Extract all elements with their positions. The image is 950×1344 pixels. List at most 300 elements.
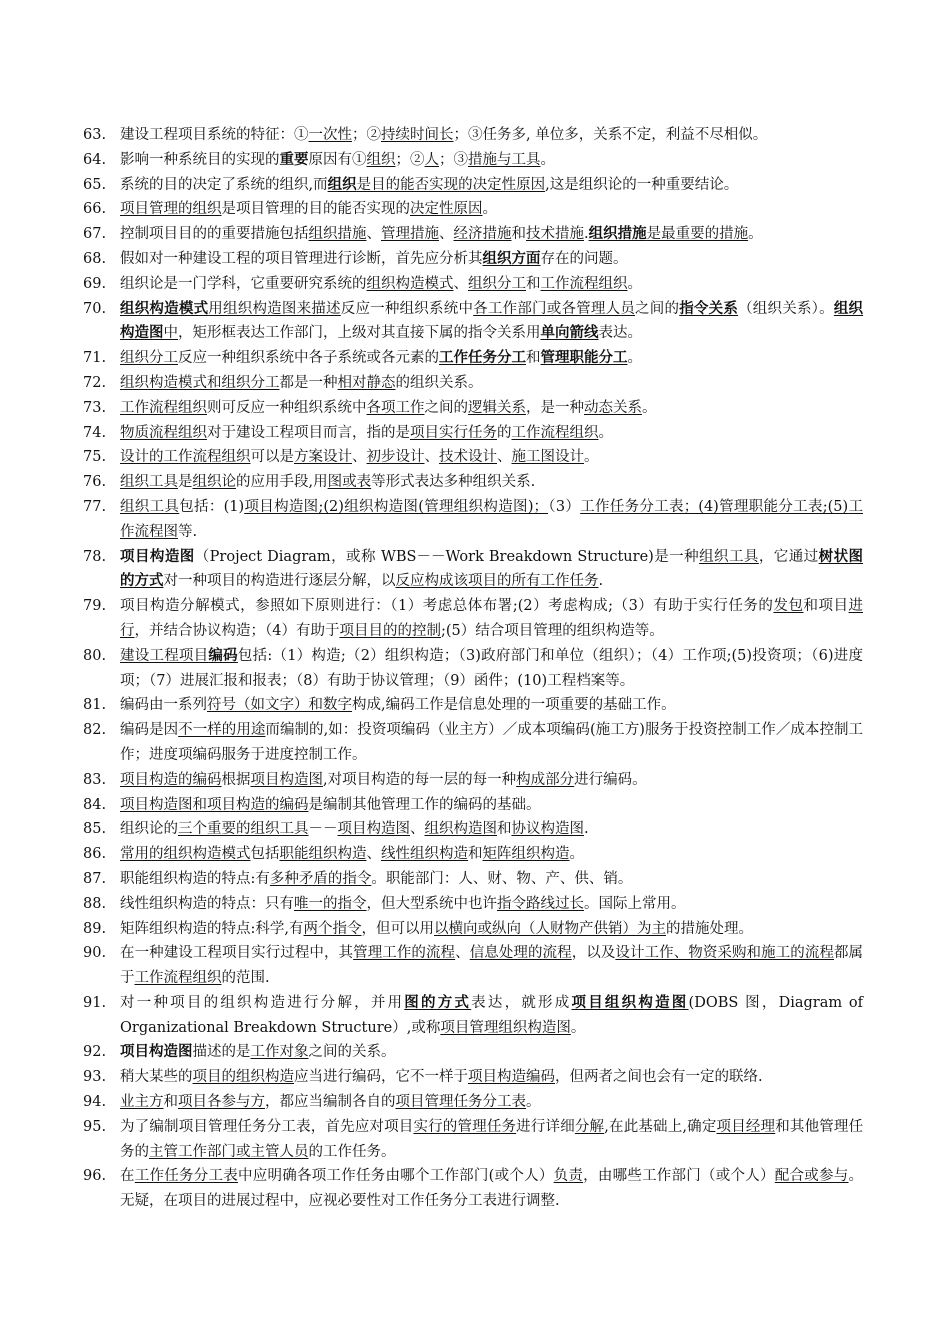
bold-term: 图的方式	[404, 993, 472, 1011]
underlined-term: 职能组织构造	[279, 846, 367, 863]
list-item	[83, 693, 863, 718]
text-segment: 。	[526, 1094, 541, 1111]
item-number: 67.	[83, 226, 107, 243]
list-item	[83, 793, 863, 818]
text-segment: 和	[511, 226, 526, 243]
underlined-term: 业主方	[120, 1094, 164, 1111]
list-item	[83, 941, 863, 991]
underlined-term: 项目构造编码	[468, 1069, 555, 1086]
underlined-term: 项目的组织构造	[192, 1069, 294, 1086]
item-text	[120, 197, 863, 222]
text-segment: ;(5）结合项目管理的组织构造等。	[440, 622, 664, 639]
item-number: 88.	[83, 895, 107, 912]
underlined-term: 组织分工	[468, 275, 526, 292]
underlined-term: 逻辑关系	[468, 399, 526, 416]
item-text	[120, 396, 863, 421]
underlined-term: 实行的管理任务	[413, 1118, 517, 1135]
text-segment: 、	[453, 275, 468, 292]
item-number: 80.	[83, 647, 107, 664]
bold-term: 组织方面	[482, 249, 541, 267]
text-segment: 进行编码。	[574, 771, 647, 788]
item-text	[120, 173, 863, 198]
item-text	[120, 297, 863, 347]
list-item	[83, 842, 863, 867]
text-segment: 。	[584, 449, 599, 466]
underlined-term: 措施与工具	[468, 151, 541, 168]
text-segment: 、	[366, 846, 381, 863]
text-segment: －－	[308, 821, 338, 838]
text-segment: ，由哪些工作部门（或个人）	[583, 1168, 775, 1185]
item-text	[120, 371, 863, 396]
text-segment: 等形式表达多种组织关系.	[371, 474, 536, 491]
underlined-term: 常用的组织构造模式	[120, 846, 251, 863]
text-segment: 和其他管理任务的	[120, 1118, 864, 1160]
text-segment: (DOBS 图，Diagram of Organizational Breakdown Structure）,或称	[120, 994, 864, 1036]
text-segment: ,在此基础上,确定	[604, 1118, 717, 1135]
underlined-term: 是目的能否实现的决定性原因	[356, 176, 546, 193]
bold-term: 项目构造图	[120, 1043, 193, 1061]
numbered-list	[83, 123, 863, 1214]
item-text	[120, 917, 863, 942]
item-text	[120, 1115, 863, 1165]
text-segment: 、	[366, 226, 381, 243]
item-text	[120, 867, 863, 892]
list-item	[83, 1115, 863, 1165]
underlined-term: 管理工作的流程	[353, 945, 456, 962]
underlined-term: 组织构造模式和组织分工	[120, 374, 280, 391]
list-item	[83, 768, 863, 793]
item-number: 92.	[83, 1044, 107, 1061]
item-text	[120, 421, 863, 446]
text-segment: .	[584, 821, 589, 838]
text-segment: 的措施处理。	[666, 920, 753, 937]
underlined-term: 各项工作	[366, 399, 425, 416]
item-text	[120, 1164, 863, 1214]
text-segment: ，是一种	[526, 399, 584, 416]
bold-term: 组织	[327, 175, 357, 193]
text-segment: 存在的问题。	[540, 250, 628, 267]
text-segment: 假如对一种建设工程的项目管理进行诊断，首先应分析其	[120, 250, 483, 267]
underlined-term: 项目构造的编码	[120, 771, 222, 788]
list-item	[83, 222, 863, 247]
text-segment: 和	[468, 846, 483, 863]
item-text	[120, 941, 863, 991]
text-segment: 、	[424, 449, 439, 466]
underlined-term: 项目管理组织构造图	[440, 1019, 571, 1036]
text-segment: 组织论的	[120, 821, 178, 838]
text-segment: （3）	[547, 498, 581, 515]
underlined-term: 线性组织构造	[381, 846, 468, 863]
text-segment: ，但可以用	[361, 920, 434, 937]
underlined-term: 技术措施	[526, 226, 584, 243]
underlined-term: 项目管理任务分工表	[395, 1094, 526, 1111]
text-segment: 为了编制项目管理任务分工表，首先应对项目	[120, 1118, 414, 1135]
item-text	[120, 545, 863, 595]
underlined-term: 工作流程组织	[540, 275, 628, 292]
item-number: 93.	[83, 1069, 107, 1086]
underlined-term: 负责	[553, 1168, 584, 1185]
item-number: 89.	[83, 920, 107, 937]
list-item	[83, 1065, 863, 1090]
text-segment: 和	[163, 1094, 178, 1111]
underlined-term: 符号（如文字）和数字	[207, 697, 352, 714]
bold-term: 单向箭线	[540, 324, 599, 342]
underlined-term: 项目构造图	[250, 771, 323, 788]
text-segment: 和项目	[803, 598, 849, 615]
text-segment: 而编制的,如：投资项编码（业主方）／成本项编码(施工方)服务于投资控制工作／成本控制工作；进度项编码服务于进度控制工作。	[120, 722, 864, 763]
list-item	[83, 495, 863, 545]
text-segment: 应当进行编码，它不一样于	[294, 1069, 468, 1086]
underlined-term: 组织构造模式	[366, 275, 454, 292]
underlined-term: 构成部分	[516, 771, 575, 788]
bold-term: 组织构造模式	[120, 299, 209, 317]
text-segment: ，都应当编制各自的	[265, 1094, 396, 1111]
text-segment: 是项目管理的目的能否实现的	[221, 201, 410, 218]
underlined-term: 用组织构造图来描述	[208, 300, 341, 317]
item-number: 63.	[83, 127, 107, 143]
underlined-term: 初步设计	[366, 449, 425, 466]
underlined-term: 技术设计	[439, 449, 497, 466]
item-number: 65.	[83, 176, 107, 193]
text-segment: 都属于	[120, 945, 864, 987]
bold-term: 工作任务分工	[439, 349, 526, 367]
underlined-term: 组织	[366, 151, 396, 168]
text-segment: ，但两者之间也会有一定的联络.	[555, 1069, 763, 1086]
bold-term: 重要	[279, 150, 309, 168]
bold-term: 管理职能分工	[540, 349, 628, 367]
text-segment: 的组织关系。	[395, 374, 483, 391]
item-text	[120, 793, 863, 818]
item-number: 64.	[83, 151, 107, 168]
underlined-term: 组织论	[192, 474, 236, 491]
underlined-term: 指令路线过长	[497, 895, 584, 912]
text-segment: 包括：(1)	[179, 498, 245, 515]
underlined-term: 组织构造图	[424, 821, 497, 838]
list-item	[83, 197, 863, 222]
underlined-term: 配合或参与	[774, 1168, 849, 1185]
item-number: 79.	[83, 598, 107, 615]
list-item	[83, 272, 863, 297]
list-item	[83, 1090, 863, 1115]
text-segment: 之间的关系。	[308, 1044, 396, 1061]
underlined-term: 管理措施	[381, 226, 439, 243]
item-number: 81.	[83, 697, 107, 714]
underlined-term: 工作任务分工表；(4)	[580, 498, 719, 515]
text-segment: 和	[497, 821, 512, 838]
text-segment: ，以及	[571, 945, 616, 962]
underlined-term: 组织措施	[308, 226, 367, 243]
underlined-term: 物质流程组织	[120, 424, 207, 441]
text-segment: 反应一种组织系统中各子系统或各元素的	[178, 350, 439, 367]
bold-term: 组织构造图	[120, 299, 864, 342]
text-segment: 之间的	[635, 300, 680, 317]
underlined-term: 工作流程组织	[134, 970, 222, 987]
list-item	[83, 892, 863, 917]
text-segment: 的应用手段,用	[236, 474, 328, 491]
text-segment: 对一种项目的组织构造进行分解，并用	[120, 994, 405, 1011]
item-number: 74.	[83, 424, 107, 441]
text-segment: 、	[352, 449, 367, 466]
text-segment: 和	[526, 275, 541, 292]
text-segment: 影响一种系统目的实现的	[120, 151, 280, 168]
text-segment: 编码是因	[120, 722, 179, 739]
item-text	[120, 693, 863, 718]
underlined-term: 管理职能分工表;(5)	[718, 498, 849, 515]
list-item	[83, 297, 863, 347]
text-segment: 和	[526, 350, 541, 367]
item-number: 90.	[83, 945, 107, 962]
underlined-term: 组织工具	[120, 498, 180, 515]
text-segment: ；③任务多, 单位多，关系不定，利益不尽相似。	[453, 127, 768, 143]
item-number: 75.	[83, 449, 107, 466]
list-item	[83, 421, 863, 446]
text-segment: ,这是组织论的一种重要结论。	[545, 176, 739, 193]
text-segment: 、	[439, 226, 454, 243]
list-item	[83, 991, 863, 1041]
text-segment: 是编制其他管理工作的编码的基础。	[308, 796, 541, 813]
underlined-term: 协议构造图	[511, 821, 584, 838]
item-text	[120, 892, 863, 917]
underlined-term: 工作对象	[250, 1044, 309, 1061]
underlined-term: 人	[424, 151, 439, 168]
list-item	[83, 396, 863, 421]
underlined-term: 持续时间长	[381, 127, 454, 143]
item-number: 68.	[83, 250, 107, 267]
underlined-term: 组织构造图(管理组织构造图)；	[343, 498, 548, 515]
underlined-term: 决定性原因	[410, 201, 483, 218]
text-segment: 线性组织构造的特点：只有	[120, 895, 294, 912]
item-number: 77.	[83, 498, 107, 515]
underlined-term: 设计工作、物资采购和施工的流程	[615, 945, 834, 962]
bold-term: 树状图的方式	[120, 547, 864, 590]
list-item	[83, 247, 863, 272]
list-item	[83, 718, 863, 768]
bold-term: 组织措施	[588, 225, 647, 243]
underlined-term: 是最重要的措施	[646, 226, 749, 243]
underlined-term: 两个指令	[303, 920, 362, 937]
text-segment: 对一种项目的构造进行逐层分解，以	[163, 573, 396, 590]
text-segment: 、	[455, 945, 470, 962]
text-segment: 。	[482, 201, 497, 218]
text-segment: 反应一种组织系统中	[340, 300, 474, 317]
text-segment: 。	[748, 226, 763, 243]
text-segment: ，矩形框表达工作部门，上级对其直接下属的指令关系用	[178, 325, 541, 342]
item-number: 70.	[83, 300, 107, 317]
item-text	[120, 470, 863, 495]
underlined-term: 组织分工	[120, 350, 178, 367]
text-segment: 对于建设工程项目而言，指的是	[207, 424, 410, 441]
underlined-term: 信息处理的流程	[469, 945, 572, 962]
text-segment: 在	[120, 1168, 135, 1185]
item-number: 69.	[83, 275, 107, 292]
list-item	[83, 371, 863, 396]
text-segment: ；②	[352, 127, 381, 143]
text-segment: 。	[540, 151, 555, 168]
list-item	[83, 917, 863, 942]
text-segment: 、	[410, 821, 425, 838]
text-segment: 。	[598, 424, 613, 441]
underlined-term: 建设工程项目	[120, 647, 209, 664]
item-text	[120, 1090, 863, 1115]
item-number: 96.	[83, 1168, 107, 1185]
list-item	[83, 1040, 863, 1065]
list-item	[83, 346, 863, 371]
underlined-term: 不一样的用途	[178, 722, 266, 739]
item-text	[120, 445, 863, 470]
text-segment: 等.	[178, 523, 198, 540]
underlined-term: 工作任务分工表	[134, 1168, 238, 1185]
text-segment: ，并结合协议构造；（4）有助于	[134, 622, 340, 639]
item-number: 94.	[83, 1094, 107, 1111]
item-number: 95.	[83, 1118, 107, 1135]
underlined-term: 图或表	[327, 474, 372, 491]
text-segment: 根据	[221, 771, 251, 788]
text-segment: 在一种建设工程项目实行过程中，其	[120, 945, 354, 962]
underlined-term: 动态关系	[584, 399, 642, 416]
underlined-term: 组织工具	[699, 548, 759, 565]
item-text	[120, 991, 863, 1041]
text-segment: ，但大型系统中也许	[366, 895, 497, 912]
list-item	[83, 173, 863, 198]
underlined-term: 组织工具	[120, 474, 178, 491]
item-number: 84.	[83, 796, 107, 813]
text-segment: 构成,编码工作是信息处理的一项重要的基础工作。	[352, 697, 676, 714]
item-text	[120, 1065, 863, 1090]
item-number: 72.	[83, 374, 107, 391]
text-segment: .	[584, 226, 589, 243]
underlined-term: 中	[163, 325, 178, 342]
underlined-term: 分解	[574, 1118, 605, 1135]
list-item	[83, 867, 863, 892]
text-segment: 中应明确各项工作任务由哪个工作部门(或个人）	[237, 1168, 554, 1185]
underlined-term: 经济措施	[453, 226, 512, 243]
underlined-term: 项目构造图;(2)	[244, 498, 344, 515]
text-segment: 职能组织构造的特点:有	[120, 870, 270, 887]
text-segment: .	[598, 573, 604, 590]
bold-term: 指令关系	[679, 299, 739, 317]
item-text	[120, 594, 863, 644]
item-number: 82.	[83, 722, 107, 739]
list-item	[83, 470, 863, 495]
underlined-term: 唯一的指令	[294, 895, 367, 912]
text-segment: 。职能部门：人、财、物、产、供、销。	[371, 870, 633, 887]
text-segment: 的工作任务。	[308, 1143, 396, 1160]
item-text	[120, 247, 863, 272]
text-segment: 都是一种	[279, 374, 338, 391]
item-text	[120, 346, 863, 371]
text-segment: ，它通过	[758, 548, 819, 565]
underlined-term: 各工作部门或各管理人员	[473, 300, 636, 317]
item-text	[120, 495, 863, 545]
item-text	[120, 222, 863, 247]
underlined-term: 项目构造图和项目构造的编码	[120, 796, 309, 813]
text-segment: ；③	[439, 151, 468, 168]
underlined-term: 施工图设计	[511, 449, 584, 466]
item-text	[120, 718, 863, 768]
item-text	[120, 123, 863, 148]
underlined-term: 三个重要的组织工具	[178, 821, 309, 838]
item-number: 71.	[83, 350, 107, 367]
text-segment: 描述的是	[192, 1044, 251, 1061]
underlined-term: 项目各参与方	[178, 1094, 265, 1111]
item-number: 87.	[83, 870, 107, 887]
text-segment: （组织关系）。	[738, 300, 834, 317]
text-segment: 项目构造分解模式，参照如下原则进行：（1）考虑总体布署;(2）考虑构成;（3）有助于实行任务的	[120, 598, 774, 615]
text-segment: 。国际上常用。	[584, 895, 686, 912]
item-text	[120, 272, 863, 297]
list-item	[83, 445, 863, 470]
underlined-term: 以横向或纵向（人财物产供销）为主	[434, 920, 666, 937]
underlined-term: 发包	[773, 598, 804, 615]
underlined-term: 工作流程组织	[511, 424, 599, 441]
text-segment: 是	[178, 474, 193, 491]
text-segment: 表达。	[598, 325, 642, 342]
underlined-term: 多种矛盾的指令	[269, 870, 372, 887]
text-segment: 。	[642, 399, 657, 416]
text-segment: 进行详细	[516, 1118, 575, 1135]
item-text	[120, 768, 863, 793]
item-number: 76.	[83, 474, 107, 491]
underlined-term: 矩阵组织构造	[482, 846, 570, 863]
item-number: 73.	[83, 399, 107, 416]
text-segment: 、	[497, 449, 512, 466]
text-segment: 建设工程项目系统的特征：①	[120, 127, 309, 143]
text-segment: 编码由一系列	[120, 697, 207, 714]
text-segment: 可以是	[250, 449, 294, 466]
underlined-term: 相对静态	[337, 374, 396, 391]
underlined-term: 进行	[120, 598, 864, 639]
underlined-term: 反应构成该项目的所有工作任务	[395, 573, 599, 590]
text-segment: 。	[570, 1019, 586, 1036]
list-item	[83, 148, 863, 173]
list-item	[83, 644, 863, 694]
text-segment: 组织论是一门学科，它重要研究系统的	[120, 275, 367, 292]
bold-term: 编码	[208, 646, 238, 664]
text-segment: ；②	[395, 151, 425, 168]
text-segment: 控制项目目的的重要措施包括	[120, 226, 309, 243]
item-number: 66.	[83, 201, 107, 218]
underlined-term: 项目目的的控制	[339, 622, 441, 639]
text-segment: ,对项目构造的每一层的每一种	[323, 771, 517, 788]
item-text	[120, 644, 863, 694]
text-segment: （Project Diagram，或称 WBS－－Work Breakdown Structure)是一种	[194, 548, 700, 565]
item-number: 86.	[83, 846, 107, 863]
text-segment: 。无疑，在项目的进展过程中，应视必要性对工作任务分工表进行调整.	[120, 1168, 864, 1210]
underlined-term: 项目管理的组织	[120, 201, 222, 218]
list-item	[83, 817, 863, 842]
text-segment: 包括:（1）构造;（2）组织构造；（3)政府部门和单位（组织）；（4）工作项;(5)投资项；（6)进度项；（7）进展汇报和报表；（8）有助于协议管理；（9）函件；(10)工程档案等。	[120, 647, 864, 689]
text-segment: 。	[569, 846, 584, 863]
list-item	[83, 1164, 863, 1214]
bold-term: 项目组织构造图	[571, 993, 689, 1011]
text-segment: 稍大某些的	[120, 1069, 193, 1086]
underlined-term: 主管工作部门或主管人员	[149, 1143, 309, 1160]
text-segment: 包括	[250, 846, 280, 863]
text-segment: 表达，就形成	[471, 994, 572, 1011]
text-segment: 的范围.	[221, 970, 270, 987]
item-number: 83.	[83, 771, 107, 788]
list-item	[83, 123, 863, 148]
list-item	[83, 545, 863, 595]
underlined-term: 方案设计	[294, 449, 352, 466]
underlined-term: 项目构造图	[337, 821, 410, 838]
item-number: 85.	[83, 821, 107, 838]
text-segment: 原因有①	[308, 151, 367, 168]
text-segment: 。	[627, 350, 642, 367]
item-number: 78.	[83, 548, 107, 565]
underlined-term: 项目经理	[716, 1118, 776, 1135]
text-segment: 。	[627, 275, 642, 292]
